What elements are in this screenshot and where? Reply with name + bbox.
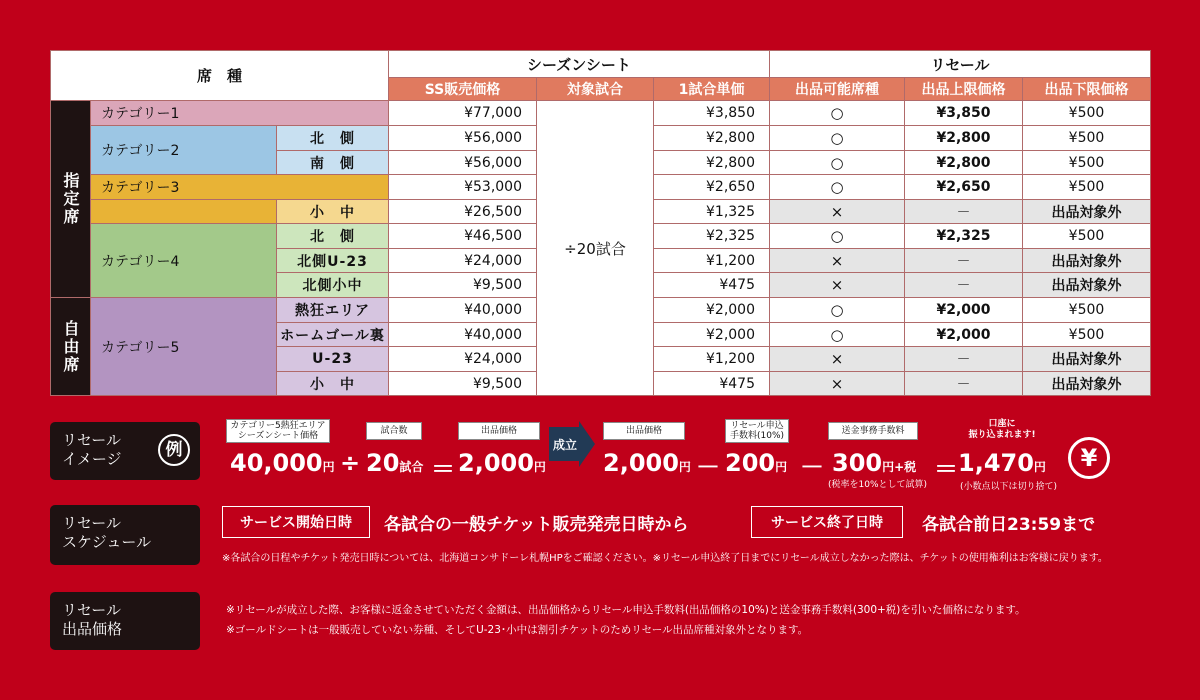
unit-yen: 円 xyxy=(1033,460,1046,474)
value-matches-number: 20 xyxy=(366,449,400,477)
category-1: カテゴリー1 xyxy=(91,101,389,126)
category-3: カテゴリー3 xyxy=(91,175,389,200)
label-resale-image-line1: リセール xyxy=(62,431,121,449)
row-11-min-price: 出品対象外 xyxy=(1023,347,1151,372)
value-matches xyxy=(366,449,423,477)
value-season-price xyxy=(230,449,335,477)
label-resale-price xyxy=(50,592,200,650)
arrow-established-label: 成立 xyxy=(553,438,578,452)
subarea-cat4-north: 北 側 xyxy=(277,224,389,249)
tag-deposited xyxy=(960,419,1044,441)
category-3-filler xyxy=(91,200,277,224)
col-listable-seat: 出品可能席種 xyxy=(770,78,905,101)
label-resale-image-line2: イメージ xyxy=(62,450,122,468)
op-minus-1: － xyxy=(696,453,720,481)
row-9-ss-price: ¥40,000 xyxy=(389,298,537,323)
op-equals-2: ＝ xyxy=(934,455,958,483)
row-3-unit-price: ¥2,800 xyxy=(654,151,770,175)
row-9-max-price: ¥2,000 xyxy=(905,298,1023,323)
header-season-seat: シーズンシート xyxy=(389,51,770,78)
service-end-label: サービス終了日時 xyxy=(751,506,903,538)
seat-table xyxy=(50,50,1151,396)
row-4-listable: ○ xyxy=(770,175,905,200)
row-10-min-price: ¥500 xyxy=(1023,323,1151,347)
value-listing-price-number: 2,000 xyxy=(458,449,534,477)
tag-listing-price: 出品価格 xyxy=(458,422,540,440)
row-5-max-price: － xyxy=(905,200,1023,224)
row-8-unit-price: ¥475 xyxy=(654,273,770,298)
row-2-unit-price: ¥2,800 xyxy=(654,126,770,151)
label-resale-schedule-line2: スケジュール xyxy=(62,533,152,551)
unit-yen: 円 xyxy=(533,460,546,474)
row-9-unit-price: ¥2,000 xyxy=(654,298,770,323)
label-resale-schedule xyxy=(50,505,200,565)
row-6-unit-price: ¥2,325 xyxy=(654,224,770,249)
row-4-unit-price: ¥2,650 xyxy=(654,175,770,200)
subarea-cat5-home-goal: ホームゴール裏 xyxy=(277,323,389,347)
value-listing-price-2 xyxy=(603,449,691,477)
subarea-cat5-fever: 熱狂エリア xyxy=(277,298,389,323)
label-resale-price-line2: 出品価格 xyxy=(62,620,123,638)
note-rounding: (小数点以下は切り捨て) xyxy=(960,482,1058,492)
row-10-unit-price: ¥2,000 xyxy=(654,323,770,347)
tag-listing-price-2: 出品価格 xyxy=(603,422,685,440)
row-2-min-price: ¥500 xyxy=(1023,126,1151,151)
header-resale: リセール xyxy=(770,51,1151,78)
row-11-listable: × xyxy=(770,347,905,372)
row-7-ss-price: ¥24,000 xyxy=(389,249,537,273)
row-12-listable: × xyxy=(770,372,905,396)
value-season-price-number: 40,000 xyxy=(230,449,323,477)
row-6-listable: ○ xyxy=(770,224,905,249)
row-11-max-price: － xyxy=(905,347,1023,372)
subarea-cat3-kids: 小 中 xyxy=(277,200,389,224)
row-10-listable: ○ xyxy=(770,323,905,347)
example-mark-icon: 例 xyxy=(158,434,190,466)
yen-coin-icon: ¥ xyxy=(1068,437,1110,479)
col-max-price: 出品上限価格 xyxy=(905,78,1023,101)
row-6-min-price: ¥500 xyxy=(1023,224,1151,249)
value-listing-price-2-number: 2,000 xyxy=(603,449,679,477)
row-8-min-price: 出品対象外 xyxy=(1023,273,1151,298)
header-seat-type: 席 種 xyxy=(51,51,389,101)
row-2-ss-price: ¥56,000 xyxy=(389,126,537,151)
value-transfer-fee xyxy=(832,449,916,477)
row-7-listable: × xyxy=(770,249,905,273)
section-reserved: 指定席 xyxy=(51,101,91,298)
row-8-listable: × xyxy=(770,273,905,298)
row-5-min-price: 出品対象外 xyxy=(1023,200,1151,224)
service-start-value: 各試合の一般チケット販売発売日時から xyxy=(384,515,689,535)
value-transfer-fee-number: 300 xyxy=(832,449,883,477)
row-5-ss-price: ¥26,500 xyxy=(389,200,537,224)
row-12-ss-price: ¥9,500 xyxy=(389,372,537,396)
row-2-listable: ○ xyxy=(770,126,905,151)
value-result xyxy=(958,449,1046,477)
col-ss-price: SS販売価格 xyxy=(389,78,537,101)
row-4-ss-price: ¥53,000 xyxy=(389,175,537,200)
price-note-2: ※ゴールドシートは一般販売していない券種、そしてU-23･小中は割引チケットのためリセール出品席種対象外となります。 xyxy=(226,624,809,636)
unit-yen: 円 xyxy=(775,460,788,474)
row-3-min-price: ¥500 xyxy=(1023,151,1151,175)
row-9-listable: ○ xyxy=(770,298,905,323)
value-resale-fee-number: 200 xyxy=(725,449,776,477)
value-resale-fee xyxy=(725,449,787,477)
row-5-unit-price: ¥1,325 xyxy=(654,200,770,224)
row-8-ss-price: ¥9,500 xyxy=(389,273,537,298)
row-7-max-price: － xyxy=(905,249,1023,273)
subarea-cat5-kids: 小 中 xyxy=(277,372,389,396)
col-target-matches: 対象試合 xyxy=(537,78,654,101)
row-4-min-price: ¥500 xyxy=(1023,175,1151,200)
row-7-unit-price: ¥1,200 xyxy=(654,249,770,273)
label-resale-image xyxy=(50,422,200,480)
schedule-note: ※各試合の日程やチケット発売日時については、北海道コンサドーレ札幌HPをご確認ください。※リセール申込終了日までにリセール成立しなかった際は、チケットの使用権利はお客様に戻ります。 xyxy=(222,553,1108,564)
row-1-min-price: ¥500 xyxy=(1023,101,1151,126)
value-result-number: 1,470 xyxy=(958,449,1034,477)
unit-transfer: 円+税 xyxy=(882,460,917,474)
row-1-unit-price: ¥3,850 xyxy=(654,101,770,126)
row-7-min-price: 出品対象外 xyxy=(1023,249,1151,273)
tag-transfer-fee: 送金事務手数料 xyxy=(828,422,918,440)
tag-season-price-line1: カテゴリー5熱狂エリア xyxy=(230,421,326,431)
row-9-min-price: ¥500 xyxy=(1023,298,1151,323)
subarea-cat2-south: 南 側 xyxy=(277,151,389,175)
unit-matches: 試合 xyxy=(399,460,424,474)
subarea-cat4-u23: 北側U-23 xyxy=(277,249,389,273)
label-resale-schedule-line1: リセール xyxy=(62,514,121,532)
row-3-ss-price: ¥56,000 xyxy=(389,151,537,175)
tag-resale-fee-line2: 手数料(10%) xyxy=(729,431,785,441)
category-4: カテゴリー4 xyxy=(91,224,277,298)
row-8-max-price: － xyxy=(905,273,1023,298)
section-free: 自由席 xyxy=(51,298,91,396)
note-tax: (税率を10%として試算) xyxy=(828,480,928,490)
row-12-min-price: 出品対象外 xyxy=(1023,372,1151,396)
service-start-label: サービス開始日時 xyxy=(222,506,370,538)
tag-season-price xyxy=(226,419,330,443)
row-1-max-price: ¥3,850 xyxy=(905,101,1023,126)
service-end-value: 各試合前日23:59まで xyxy=(922,515,1096,535)
row-6-max-price: ¥2,325 xyxy=(905,224,1023,249)
row-6-ss-price: ¥46,500 xyxy=(389,224,537,249)
value-listing-price xyxy=(458,449,546,477)
tag-deposited-line2: 振り込まれます! xyxy=(968,430,1036,440)
row-1-ss-price: ¥77,000 xyxy=(389,101,537,126)
row-12-unit-price: ¥475 xyxy=(654,372,770,396)
tag-season-price-line2: シーズンシート価格 xyxy=(237,431,319,441)
op-equals: ＝ xyxy=(431,455,455,483)
category-5: カテゴリー5 xyxy=(91,298,277,396)
target-matches-cell: ÷20試合 xyxy=(537,101,654,396)
col-min-price: 出品下限価格 xyxy=(1023,78,1151,101)
subarea-cat2-north: 北 側 xyxy=(277,126,389,151)
unit-yen: 円 xyxy=(678,460,691,474)
tag-matches: 試合数 xyxy=(366,422,422,440)
row-11-ss-price: ¥24,000 xyxy=(389,347,537,372)
row-4-max-price: ¥2,650 xyxy=(905,175,1023,200)
row-2-max-price: ¥2,800 xyxy=(905,126,1023,151)
row-10-ss-price: ¥40,000 xyxy=(389,323,537,347)
op-divide: ÷ xyxy=(340,449,361,477)
row-5-listable: × xyxy=(770,200,905,224)
row-3-listable: ○ xyxy=(770,151,905,175)
row-12-max-price: － xyxy=(905,372,1023,396)
tag-resale-fee xyxy=(725,419,789,443)
op-minus-2: － xyxy=(800,453,824,481)
tag-resale-fee-line1: リセール申込 xyxy=(730,421,784,431)
subarea-cat4-kids: 北側小中 xyxy=(277,273,389,298)
row-1-listable: ○ xyxy=(770,101,905,126)
category-2: カテゴリー2 xyxy=(91,126,277,175)
subarea-cat5-u23: U-23 xyxy=(277,347,389,372)
col-unit-price: 1試合単価 xyxy=(654,78,770,101)
row-11-unit-price: ¥1,200 xyxy=(654,347,770,372)
tag-deposited-line1: 口座に xyxy=(988,419,1016,429)
row-3-max-price: ¥2,800 xyxy=(905,151,1023,175)
row-10-max-price: ¥2,000 xyxy=(905,323,1023,347)
price-note-1: ※リセールが成立した際、お客様に返金させていただく金額は、出品価格からリセール申込手数料(出品価格の10%)と送金事務手数料(300+税)を引いた価格になります。 xyxy=(226,604,1026,616)
unit-yen: 円 xyxy=(322,460,335,474)
label-resale-price-line1: リセール xyxy=(62,601,121,619)
